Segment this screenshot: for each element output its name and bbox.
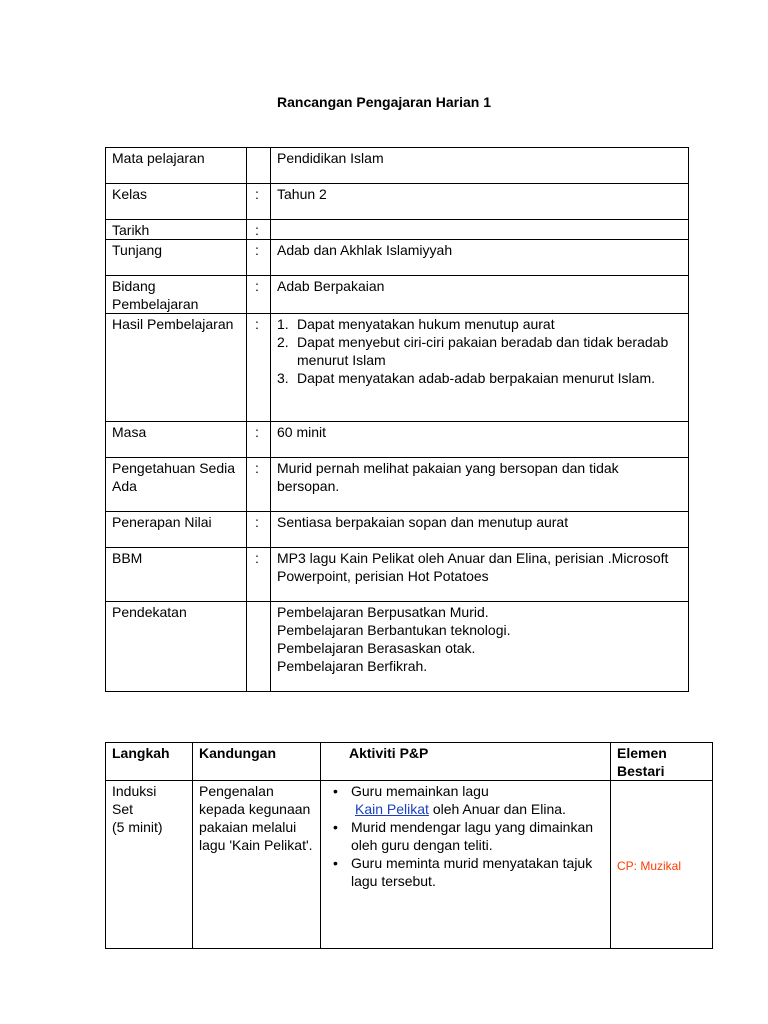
langkah-line: (5 minit) bbox=[112, 819, 163, 835]
header-langkah: Langkah bbox=[106, 743, 193, 781]
list-item bbox=[327, 782, 604, 818]
info-separator: : bbox=[247, 276, 271, 314]
info-label: Bidang Pembelajaran bbox=[106, 276, 247, 314]
info-label: Penerapan Nilai bbox=[106, 512, 247, 548]
info-row bbox=[106, 314, 689, 422]
info-label: Masa bbox=[106, 422, 247, 458]
info-label: Hasil Pembelajaran bbox=[106, 314, 247, 422]
bullet-icon: • bbox=[333, 783, 338, 799]
outcome-number: 2. bbox=[277, 334, 289, 350]
header-aktiviti: Aktiviti P&P bbox=[321, 743, 611, 781]
info-row bbox=[106, 240, 689, 276]
info-separator bbox=[247, 602, 271, 692]
outcome-text: Dapat menyebut ciri-ciri pakaian beradab dan tidak beradab menurut Islam bbox=[297, 334, 669, 368]
info-label: Pengetahuan Sedia Ada bbox=[106, 458, 247, 512]
outcome-text: Dapat menyatakan hukum menutup aurat bbox=[297, 316, 555, 332]
info-separator: : bbox=[247, 548, 271, 602]
header-kandungan: Kandungan bbox=[193, 743, 321, 781]
approach-line: Pembelajaran Berbantukan teknologi. bbox=[277, 622, 511, 638]
info-value: Pendidikan Islam bbox=[271, 148, 689, 184]
info-row bbox=[106, 458, 689, 512]
info-label: Pendekatan bbox=[106, 602, 247, 692]
outcome-number: 1. bbox=[277, 316, 289, 332]
outcome-item bbox=[277, 333, 682, 369]
info-label: BBM bbox=[106, 548, 247, 602]
langkah-cell bbox=[106, 781, 193, 949]
kain-pelikat-link[interactable]: Kain Pelikat bbox=[355, 801, 429, 817]
kandungan-cell: Pengenalan kepada kegunaan pakaian melalui lagu 'Kain Pelikat'. bbox=[193, 781, 321, 949]
lesson-info-table bbox=[105, 147, 689, 692]
info-row bbox=[106, 512, 689, 548]
info-row bbox=[106, 220, 689, 240]
document-title: Rancangan Pengajaran Harian 1 bbox=[277, 94, 491, 110]
list-item bbox=[327, 818, 604, 854]
info-row bbox=[106, 548, 689, 602]
aktiviti-cell bbox=[321, 781, 611, 949]
activity-text: Guru memainkan lagu bbox=[351, 783, 489, 799]
info-value: 60 minit bbox=[271, 422, 689, 458]
info-value: MP3 lagu Kain Pelikat oleh Anuar dan Elina, perisian .Microsoft Powerpoint, perisian Hot Potatoes bbox=[271, 548, 689, 602]
info-value: Adab Berpakaian bbox=[271, 276, 689, 314]
outcome-item bbox=[277, 315, 682, 333]
approach-line: Pembelajaran Berpusatkan Murid. bbox=[277, 604, 489, 620]
activity-text: Guru meminta murid menyatakan tajuk lagu tersebut. bbox=[351, 855, 593, 889]
info-value: Tahun 2 bbox=[271, 184, 689, 220]
steps-header-row bbox=[106, 743, 713, 781]
list-item bbox=[327, 854, 604, 890]
approach-line: Pembelajaran Berfikrah. bbox=[277, 658, 428, 674]
info-label: Tunjang bbox=[106, 240, 247, 276]
info-separator bbox=[247, 148, 271, 184]
info-separator: : bbox=[247, 314, 271, 422]
bullet-icon: • bbox=[333, 819, 338, 835]
info-separator: : bbox=[247, 220, 271, 240]
info-row bbox=[106, 148, 689, 184]
langkah-line: Induksi bbox=[112, 783, 157, 799]
elemen-cell bbox=[611, 781, 713, 949]
info-separator: : bbox=[247, 240, 271, 276]
info-row bbox=[106, 602, 689, 692]
approach-list bbox=[271, 602, 689, 692]
info-row bbox=[106, 276, 689, 314]
outcome-item bbox=[277, 369, 682, 387]
activity-text: oleh Anuar dan Elina. bbox=[432, 801, 566, 817]
info-separator: : bbox=[247, 422, 271, 458]
info-value: Murid pernah melihat pakaian yang bersopan dan tidak bersopan. bbox=[271, 458, 689, 512]
table-row bbox=[106, 781, 713, 949]
activity-text: Murid mendengar lagu yang dimainkan oleh guru dengan teliti. bbox=[351, 819, 594, 853]
info-value bbox=[271, 220, 689, 240]
outcome-text: Dapat menyatakan adab-adab berpakaian menurut Islam. bbox=[297, 370, 655, 386]
bullet-icon: • bbox=[333, 855, 338, 871]
approach-line: Pembelajaran Berasaskan otak. bbox=[277, 640, 476, 656]
info-separator: : bbox=[247, 184, 271, 220]
info-row bbox=[106, 422, 689, 458]
outcome-number: 3. bbox=[277, 370, 289, 386]
info-value: Adab dan Akhlak Islamiyyah bbox=[271, 240, 689, 276]
header-elemen-bestari: Elemen Bestari bbox=[611, 743, 713, 781]
info-separator: : bbox=[247, 458, 271, 512]
info-separator: : bbox=[247, 512, 271, 548]
learning-outcomes bbox=[271, 314, 689, 422]
info-label: Tarikh bbox=[106, 220, 247, 240]
info-row bbox=[106, 184, 689, 220]
lesson-steps-table bbox=[105, 742, 713, 949]
langkah-line: Set bbox=[112, 801, 134, 817]
info-label: Kelas bbox=[106, 184, 247, 220]
elemen-bestari-value: CP: Muzikal bbox=[617, 858, 682, 873]
info-value: Sentiasa berpakaian sopan dan menutup aurat bbox=[271, 512, 689, 548]
info-label: Mata pelajaran bbox=[106, 148, 247, 184]
